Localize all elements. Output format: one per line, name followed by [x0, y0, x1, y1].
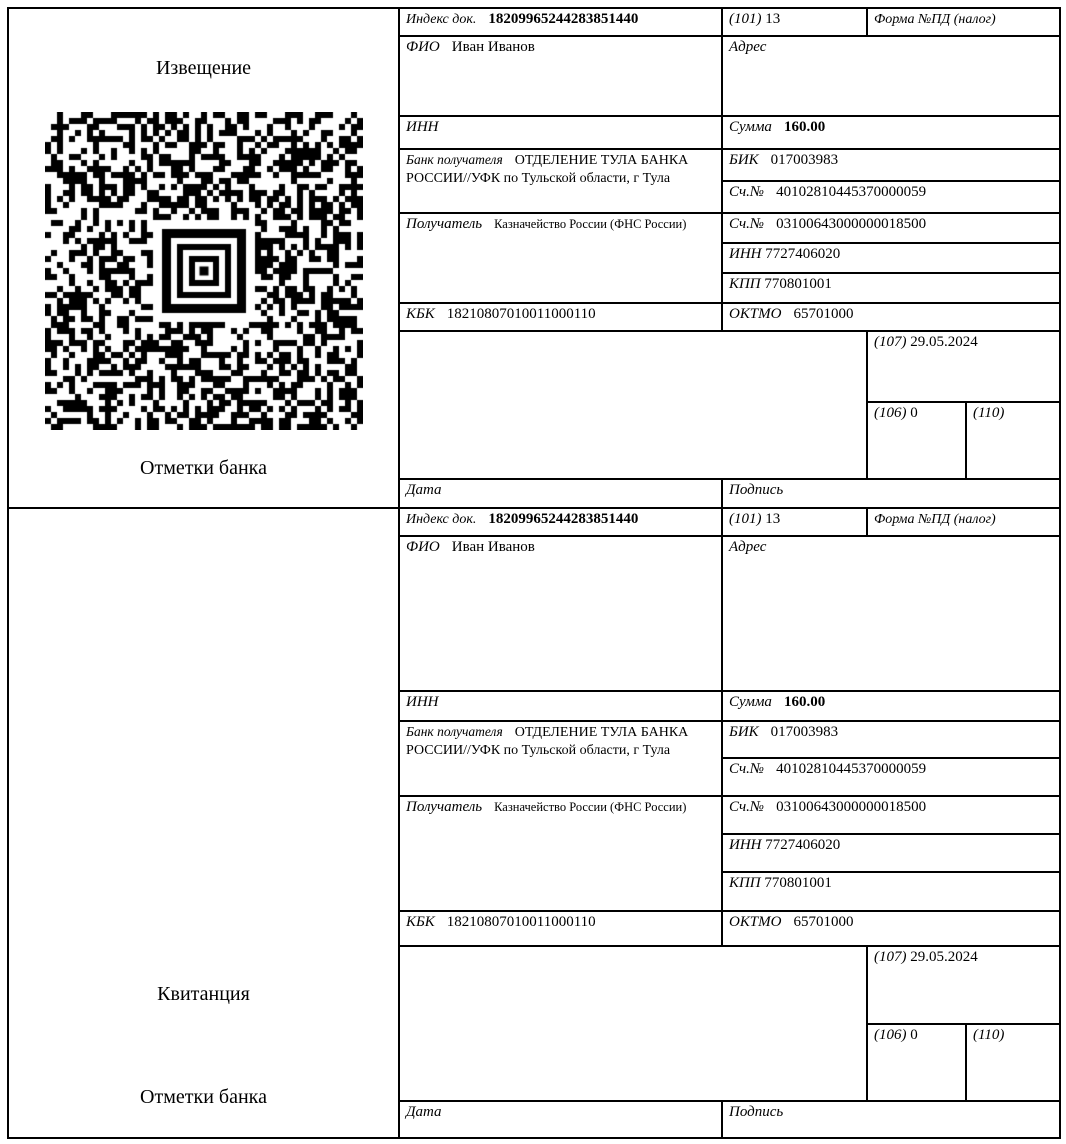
field-107-cell — [867, 331, 1060, 402]
payment-form-table — [7, 7, 1061, 1139]
bik-cell — [722, 721, 1060, 758]
date-label: Дата — [406, 482, 442, 498]
sum-label: Сумма — [729, 119, 772, 135]
form-name-label: Форма №ПД (налог) — [874, 512, 996, 527]
signature-label: Подпись — [729, 1104, 784, 1120]
field-106-value: 0 — [910, 405, 918, 421]
bank-label: Банк получателя — [406, 724, 503, 739]
fio-cell — [399, 36, 722, 116]
kbk-label: КБК — [406, 914, 435, 930]
payee-inn-label: ИНН — [729, 837, 762, 853]
bank-acc-cell — [722, 758, 1060, 796]
sum-cell — [722, 691, 1060, 721]
field-110-cell — [966, 402, 1060, 479]
kbk-label: КБК — [406, 306, 435, 322]
field-107-cell — [867, 946, 1060, 1024]
payee-inn-cell — [722, 243, 1060, 273]
payee-inn-value: 7727406020 — [765, 246, 841, 262]
status-101-value: 13 — [765, 511, 781, 527]
bank-marks-label: Отметки банка — [140, 457, 267, 479]
field-106-cell — [867, 402, 966, 479]
notice-title: Извещение — [155, 57, 252, 79]
field-106-cell — [867, 1024, 966, 1101]
bik-label: БИК — [729, 152, 759, 168]
receipt-section — [8, 508, 1060, 1138]
fio-cell — [399, 536, 722, 691]
oktmo-value: 65701000 — [793, 306, 854, 322]
bank-marks-label: Отметки банка — [140, 1086, 267, 1108]
payee-cell — [399, 213, 722, 303]
signature-cell — [722, 1101, 1060, 1138]
field-110-cell — [966, 1024, 1060, 1101]
bank-acc-label: Сч.№ — [729, 761, 765, 777]
bank-cell — [399, 149, 722, 213]
kbk-cell — [399, 911, 722, 946]
field-107-label: (107) — [874, 949, 907, 965]
doc-index-value: 18209965244283851440 — [488, 511, 639, 527]
kpp-value: 770801001 — [764, 875, 832, 891]
bik-cell — [722, 149, 1060, 181]
status-101-cell — [722, 8, 867, 36]
kpp-label: КПП — [729, 276, 761, 292]
address-label: Адрес — [729, 39, 767, 55]
payee-value: Казначейство России (ФНС России) — [494, 800, 687, 814]
field-107-value: 29.05.2024 — [910, 949, 978, 965]
status-101-cell — [722, 508, 867, 536]
payer-inn-cell — [399, 691, 722, 721]
field-107-value: 29.05.2024 — [910, 334, 978, 350]
payee-inn-value: 7727406020 — [765, 837, 841, 853]
oktmo-value: 65701000 — [793, 914, 854, 930]
doc-index-cell — [399, 8, 722, 36]
doc-index-cell — [399, 508, 722, 536]
oktmo-cell — [722, 911, 1060, 946]
signature-cell — [722, 479, 1060, 508]
aztec-barcode-image — [45, 112, 363, 430]
bank-label: Банк получателя — [406, 152, 503, 167]
bank-acc-label: Сч.№ — [729, 184, 765, 200]
sum-cell — [722, 116, 1060, 149]
fio-value: Иван Иванов — [451, 39, 535, 55]
payer-inn-cell — [399, 116, 722, 149]
payee-acc-cell — [722, 213, 1060, 243]
bank-value: ОТДЕЛЕНИЕ ТУЛА БАНКА РОССИИ//УФК по Тульской области, г Тула — [406, 153, 689, 186]
field-107-label: (107) — [874, 334, 907, 350]
bank-value: ОТДЕЛЕНИЕ ТУЛА БАНКА РОССИИ//УФК по Тульской области, г Тула — [406, 725, 689, 758]
payee-acc-label: Сч.№ — [729, 799, 765, 815]
doc-index-label: Индекс док. — [406, 12, 477, 27]
status-101-label: (101) — [729, 511, 762, 527]
form-name-cell — [867, 508, 1060, 536]
doc-index-label: Индекс док. — [406, 512, 477, 527]
bik-value: 017003983 — [770, 152, 839, 168]
doc-index-value: 18209965244283851440 — [488, 11, 639, 27]
bik-value: 017003983 — [770, 724, 839, 740]
receipt-title: Квитанция — [157, 983, 250, 1005]
field-106-label: (106) — [874, 405, 907, 421]
kpp-cell — [722, 273, 1060, 303]
payee-inn-label: ИНН — [729, 246, 762, 262]
oktmo-label: ОКТМО — [729, 306, 782, 322]
sum-value: 160.00 — [783, 694, 826, 710]
empty-area-cell — [399, 946, 867, 1101]
notice-section — [8, 8, 1060, 508]
field-110-label: (110) — [973, 405, 1005, 421]
kpp-label: КПП — [729, 875, 761, 891]
bank-acc-value: 40102810445370000059 — [776, 184, 927, 200]
bank-acc-cell — [722, 181, 1060, 213]
oktmo-cell — [722, 303, 1060, 331]
fio-label: ФИО — [406, 39, 440, 55]
field-110-label: (110) — [973, 1027, 1005, 1043]
payee-acc-value: 03100643000000018500 — [776, 799, 927, 815]
fio-value: Иван Иванов — [451, 539, 535, 555]
oktmo-label: ОКТМО — [729, 914, 782, 930]
field-106-value: 0 — [910, 1027, 918, 1043]
status-101-label: (101) — [729, 11, 762, 27]
fio-label: ФИО — [406, 539, 440, 555]
form-name-cell — [867, 8, 1060, 36]
signature-label: Подпись — [729, 482, 784, 498]
status-101-value: 13 — [765, 11, 781, 27]
bank-acc-value: 40102810445370000059 — [776, 761, 927, 777]
payee-acc-label: Сч.№ — [729, 216, 765, 232]
payee-cell — [399, 796, 722, 911]
address-cell — [722, 536, 1060, 691]
form-name-label: Форма №ПД (налог) — [874, 12, 996, 27]
payee-label: Получатель — [406, 216, 483, 232]
empty-area-cell — [399, 331, 867, 479]
kbk-value: 18210807010011000110 — [446, 306, 596, 322]
field-106-label: (106) — [874, 1027, 907, 1043]
sum-label: Сумма — [729, 694, 772, 710]
receipt-stub-cell — [8, 508, 399, 1138]
payee-acc-value: 03100643000000018500 — [776, 216, 927, 232]
address-label: Адрес — [729, 539, 767, 555]
sum-value: 160.00 — [783, 119, 826, 135]
payer-inn-label: ИНН — [406, 694, 439, 710]
payer-inn-label: ИНН — [406, 119, 439, 135]
date-label: Дата — [406, 1104, 442, 1120]
bik-label: БИК — [729, 724, 759, 740]
kpp-cell — [722, 872, 1060, 911]
address-cell — [722, 36, 1060, 116]
kbk-cell — [399, 303, 722, 331]
payee-acc-cell — [722, 796, 1060, 834]
kpp-value: 770801001 — [764, 276, 832, 292]
payee-value: Казначейство России (ФНС России) — [494, 217, 687, 231]
payee-inn-cell — [722, 834, 1060, 872]
bank-cell — [399, 721, 722, 796]
notice-stub-cell — [8, 8, 399, 508]
date-cell — [399, 1101, 722, 1138]
date-cell — [399, 479, 722, 508]
payee-label: Получатель — [406, 799, 483, 815]
kbk-value: 18210807010011000110 — [446, 914, 596, 930]
